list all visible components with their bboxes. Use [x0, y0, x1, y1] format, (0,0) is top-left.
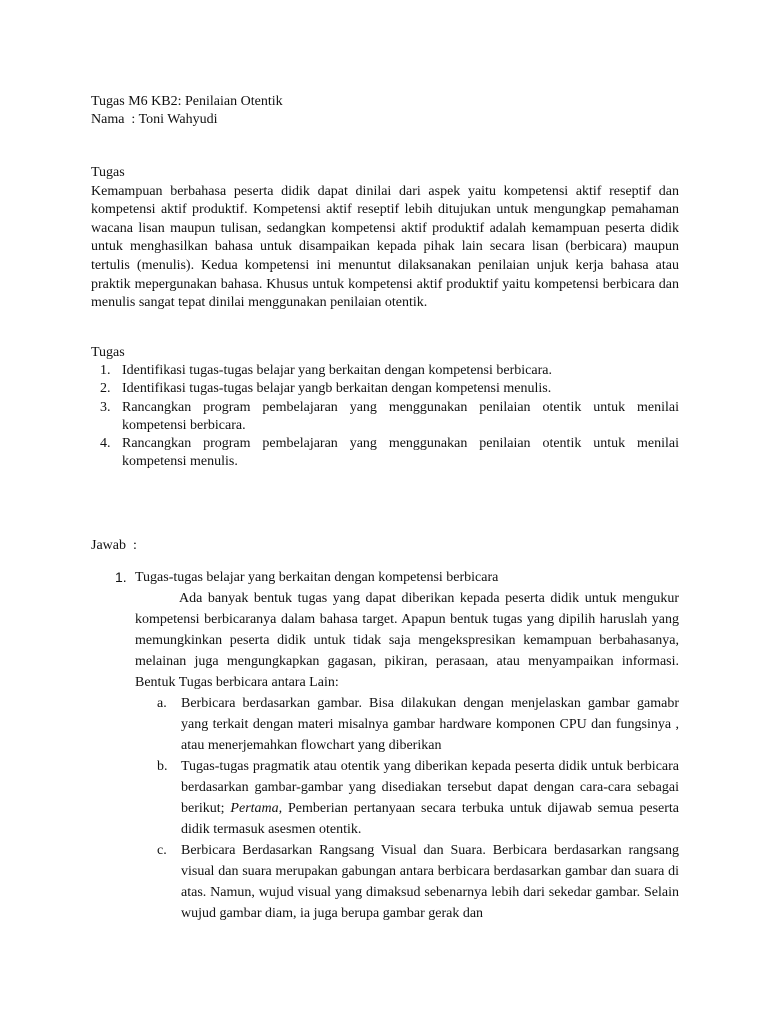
subitem-italic-text: Pertama,: [230, 801, 283, 816]
task-text: Identifikasi tugas-tugas belajar yang berkaitan dengan kompetensi berbicara.: [122, 363, 552, 378]
task-text: Rancangkan program pembelajaran yang menggunakan penilaian otentik untuk menilai kompetensi menulis.: [122, 436, 679, 470]
answer-number: 1.: [115, 569, 127, 585]
task-list-item: [91, 362, 679, 380]
answer-heading-block: [91, 537, 679, 555]
subitem-letter: b.: [157, 759, 168, 774]
subitem-text-part: Tugas-tugas pragmatik atau otentik yang diberikan kepada peserta didik untuk berbicara berdasarkan gambar-gambar yang disediakan tersebut dapat dengan cara-cara sebagai berikut;: [181, 759, 679, 816]
task-number: 1.: [100, 363, 111, 378]
task-description-paragraph: Kemampuan berbahasa peserta didik dapat dinilai dari aspek yaitu kompetensi aktif reseptif dan kompetensi aktif produktif. Kompetensi aktif reseptif lebih ditujukan untuk mengungkap pemahaman wacana lisan maupun tulisan, sedangkan kompetensi aktif produktif adalah kemampuan peserta didik untuk menghasilkan bahasa untuk disampaikan kepada pihak lain secara lisan (berbicara) maupun tertulis (menulis). Kedua kompetensi ini menuntut dilaksanakan penilaian unjuk kerja bahasa atau praktik mepergunakan bahasa. Khusus untuk kompetensi aktif produktif yaitu kompetensi berbicara dan menulis sangat tepat dinilai menggunakan penilaian otentik.: [91, 183, 679, 311]
document-title: Tugas M6 KB2: Penilaian Otentik: [91, 94, 283, 109]
task-list-item: [91, 435, 679, 472]
task-text: Rancangkan program pembelajaran yang menggunakan penilaian otentik untuk menilai kompetensi berbicara.: [122, 399, 679, 433]
subitem-letter: c.: [157, 843, 167, 858]
answer-heading: Jawab :: [91, 538, 137, 553]
subitem-text: Berbicara berdasarkan gambar. Bisa dilakukan dengan menjelaskan gambar gamabr yang terkait dengan materi misalnya gambar hardware komponen CPU dan fungsinya , atau menerjemahkan flowchart yang diberikan: [181, 696, 679, 753]
task-number: 4.: [100, 436, 111, 452]
answer-subitem: [157, 693, 679, 756]
subitem-text-part: Pemberian pertanyaan secara terbuka untuk dijawab semua peserta didik termasuk asesmen otentik.: [181, 801, 679, 837]
task-text: Identifikasi tugas-tugas belajar yangb berkaitan dengan kompetensi menulis.: [122, 381, 552, 397]
author-name-line: Nama : Toni Wahyudi: [91, 112, 218, 127]
task-number: 3.: [100, 399, 111, 415]
document-header: [91, 93, 679, 129]
answer-subitem: [157, 840, 679, 924]
section-heading: Tugas: [91, 165, 125, 180]
answer-paragraph: Ada banyak bentuk tugas yang dapat diberikan kepada peserta didik untuk mengukur kompetensi berbicaranya dalam bahasa target. Apapun bentuk tugas yang dipilih haruslah yang memungkinkan peserta didik untuk tidak saja mengekspresikan kemampuan berbahasanya, melainan juga mengungkapkan gagasan, pikiran, perasaan, atau menyampaikan informasi. Bentuk Tugas berbicara antara Lain:: [135, 591, 679, 690]
subitem-letter: a.: [157, 696, 167, 711]
task-list-section: [91, 343, 679, 472]
answer-title-text: Tugas-tugas belajar yang berkaitan dengan kompetensi berbicara: [135, 570, 499, 585]
answer-section: [91, 567, 679, 924]
task-list-item: [91, 380, 679, 398]
answer-subitem: [157, 756, 679, 840]
answer-item-title: [91, 567, 679, 588]
subitem-text: Berbicara Berdasarkan Rangsang Visual dan Suara. Berbicara berdasarkan rangsang visual dan suara merupakan gabungan antara berbicara berdasarkan gambar dan suara di atas. Namun, wujud visual yang dimaksud sebenarnya lebih dari sekedar gambar. Selain wujud gambar diam, ia juga berupa gambar gerak dan: [181, 843, 679, 921]
task-number: 2.: [100, 381, 111, 397]
section-heading: Tugas: [91, 345, 125, 360]
task-list-item: [91, 399, 679, 436]
task-description-section: [91, 164, 679, 313]
